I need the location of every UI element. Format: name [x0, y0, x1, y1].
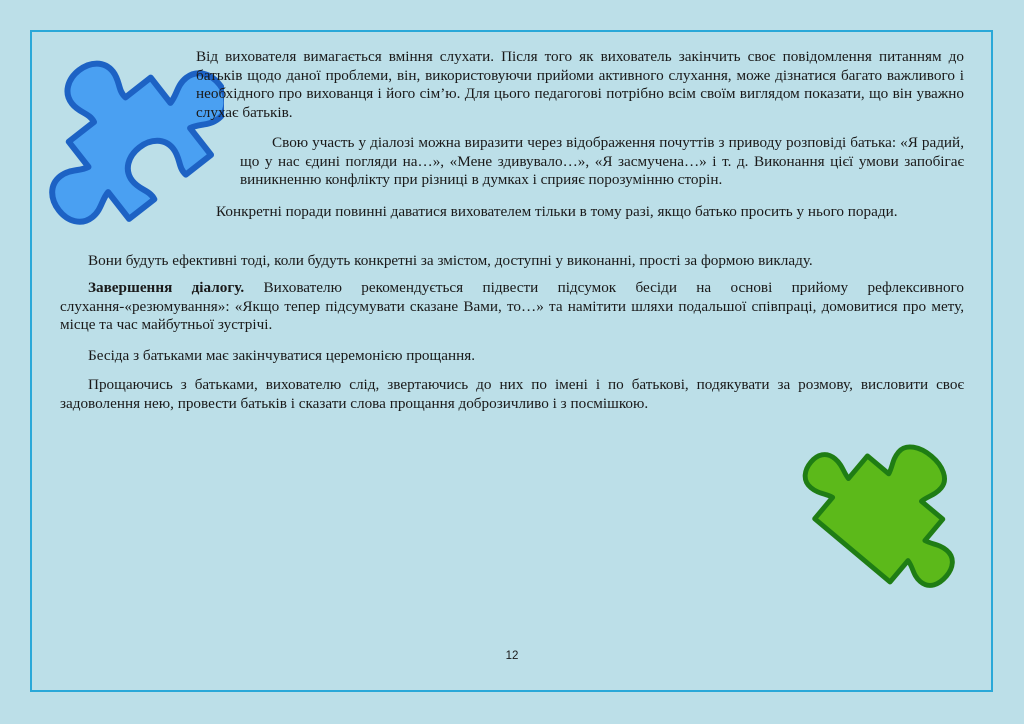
paragraph-4	[60, 252, 964, 271]
page-number: 12	[505, 650, 519, 662]
paragraph-2-text: Свою участь у діалозі можна виразити через відображення почуттів з приводу розповіді батька: «Я радий, що у нас єдині погляди на…», «Мене здивувало…», «Я засмучена…» і т. д. Виконання цієї умови запобігає виникненню конфлікту при різниці в думках і сприяє порозумінню сторін.	[240, 134, 964, 189]
paragraph-5-text: Вихователю рекомендується підвести підсумок бесіди на основі прийому рефлексивного слухання-«резюмування»: «Якщо тепер підсумувати сказане Вами, то…» та намітити шляхи подальшої співпраці, домовитися про мету, місце та час майбутньої зустрічі.	[60, 279, 964, 334]
paragraph-7-text: Прощаючись з батьками, вихователю слід, звертаючись до них по імені і по батькові, подякувати за розмову, висловити своє задоволення нею, провести батьків і сказати слова прощання доброзичливо і з посмішкою.	[60, 376, 964, 412]
paragraph-4-text: Вони будуть ефективні тоді, коли будуть конкретні за змістом, доступні у виконанні, прості за формою викладу.	[88, 252, 813, 269]
paragraph-6-text: Бесіда з батьками має закінчуватися церемонією прощання.	[88, 347, 475, 364]
paragraph-7	[60, 376, 964, 413]
paragraph-1	[196, 48, 964, 122]
paragraph-5	[60, 279, 964, 335]
paragraph-3	[180, 203, 964, 222]
paragraph-2	[240, 134, 964, 190]
paragraph-6	[60, 347, 964, 366]
green-puzzle-piece-icon	[785, 428, 975, 613]
paragraph-1-text: Від вихователя вимагається вміння слухати. Після того як вихователь закінчить своє повідомлення питанням до батьків щодо даної проблеми, він, використовуючи прийоми активного слухання, може дізнатися багато важливого і необхідного про вихованця і його сім’ю. Для цього педагогові потрібно всім своїм виглядом показати, що він уважно слухає батьків.	[196, 48, 964, 121]
paragraph-3-text: Конкретні поради повинні даватися вихователем тільки в тому разі, якщо батько просить у нього поради.	[216, 203, 898, 220]
section-heading: Завершення діалогу.	[88, 279, 245, 296]
